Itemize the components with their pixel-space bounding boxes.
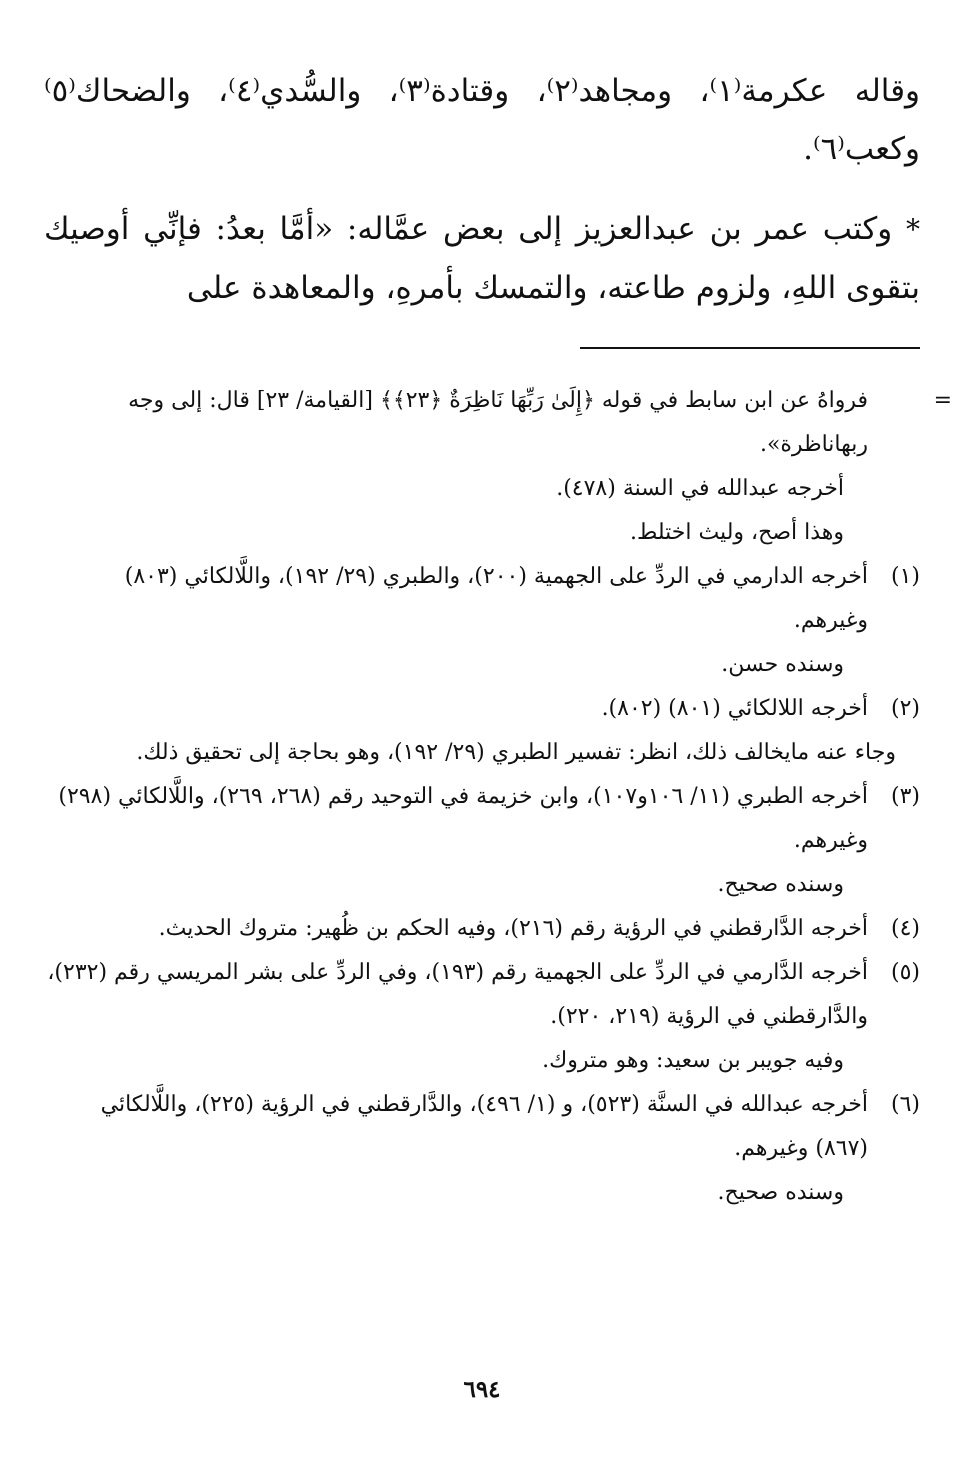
footnote-extra: وسنده صحيح.	[717, 872, 844, 897]
paragraph-1: وقاله عكرمة⁽١⁾، ومجاهد⁽٢⁾، وقتادة⁽٣⁾، والسُّدي⁽٤⁾، والضحاك⁽٥⁾ وكعب⁽٦⁾.	[44, 73, 921, 167]
main-text	[44, 62, 920, 317]
footnote-continuation	[44, 379, 952, 467]
footnote-1	[44, 555, 920, 643]
footnote-extra: وجاء عنه مايخالف ذلك، انظر: تفسير الطبري (٢٩/ ١٩٢)، وهو بحاجة إلى تحقيق ذلك.	[136, 740, 896, 765]
footnote-text: أخرجه الطبري (١١/ ١٠٦و١٠٧)، وابن خزيمة في التوحيد رقم (٢٦٨، ٢٦٩)، واللَّالكائي (٢٩٨) وغيرهم.	[58, 784, 868, 853]
footnote-number: (٥)	[890, 960, 920, 985]
footnote-text: أخرجه الدَّارقطني في الرؤية رقم (٢١٦)، وفيه الحكم بن ظُهير: متروك الحديث.	[158, 916, 868, 941]
footnote-extra: وفيه جويبر بن سعيد: وهو متروك.	[542, 1048, 844, 1073]
continuation-line: وهذا أصح، وليث اختلط.	[629, 520, 844, 545]
footnote-5	[44, 951, 920, 1039]
footnote-text: أخرجه الدارمي في الردِّ على الجهمية (٢٠٠)، والطبري (٢٩/ ١٩٢)، واللَّالكائي (٨٠٣) وغيرهم.	[124, 564, 868, 633]
footnote-number: (٦)	[890, 1092, 920, 1117]
star-marker: *	[906, 213, 920, 246]
footnote-text: أخرجه اللالكائي (٨٠١) (٨٠٢).	[601, 696, 868, 721]
footnote-number: (١)	[890, 564, 920, 589]
continuation-line: فرواهُ عن ابن سابط في قوله ﴿إِلَىٰ رَبِّهَا نَاظِرَةٌ ﴿٢٣﴾﴾ [القيامة/ ٢٣] قال: إلى وجه ربهاناظرة».	[128, 388, 868, 457]
footnotes	[44, 379, 952, 1215]
paragraph-2	[44, 200, 920, 317]
footnote-6	[44, 1083, 920, 1171]
footnote-text: أخرجه الدَّارمي في الردِّ على الجهمية رقم (١٩٣)، وفي الردِّ على بشر المريسي رقم (٢٣٢)، والدَّارقطني في الرؤية (٢١٩، ٢٢٠).	[47, 960, 868, 1029]
continuation-mark: =	[933, 388, 952, 413]
continuation-line: أخرجه عبدالله في السنة (٤٧٨).	[556, 476, 844, 501]
footnote-text: أخرجه عبدالله في السنَّة (٥٢٣)، و (١/ ٤٩٦)، والدَّارقطني في الرؤية (٢٢٥)، واللَّالكائي (٨٦٧) وغيرهم.	[100, 1092, 868, 1161]
footnote-extra: وسنده حسن.	[721, 652, 844, 677]
footnote-number: (٤)	[890, 916, 920, 941]
footnote-number: (٣)	[890, 784, 920, 809]
footnote-extra: وسنده صحيح.	[717, 1180, 844, 1205]
page-number: ٦٩٤	[463, 1376, 501, 1403]
footnote-4	[44, 907, 920, 951]
paragraph-2-text: وكتب عمر بن عبدالعزيز إلى بعض عمَّاله: «أمَّا بعدُ: فإنِّي أوصيك بتقوى اللهِ، ولزوم طاعته، والتمسك بأمرهِ، والمعاهدة على	[44, 211, 920, 306]
page	[44, 62, 952, 1215]
footnote-divider	[580, 347, 920, 349]
footnote-number: (٢)	[890, 696, 920, 721]
footnote-2	[44, 687, 920, 731]
footnote-3	[44, 775, 920, 863]
